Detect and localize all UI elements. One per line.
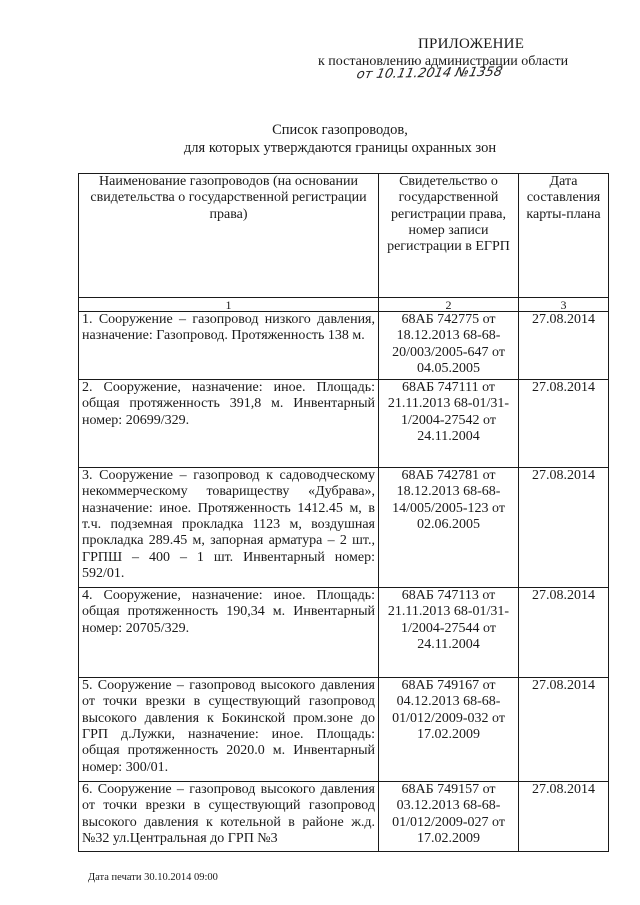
document-title-line-2: для которых утверждаются границы охранных зон	[183, 140, 497, 156]
map-plan-date: 27.08.2014	[519, 380, 609, 468]
column-number: 1	[79, 298, 379, 312]
map-plan-date: 27.08.2014	[519, 588, 609, 678]
appendix-title: ПРИЛОЖЕНИЕ	[418, 36, 525, 52]
map-plan-date: 27.08.2014	[519, 312, 609, 380]
pipeline-name: 1. Сооружение – газопровод низкого давления, назначение: Газопровод. Протяженность 138 м.	[79, 312, 379, 380]
document-title-line-1: Список газопроводов,	[272, 122, 408, 138]
registration-certificate: 68АБ 747111 от 21.11.2013 68-01/31-1/2004-27542 от 24.11.2004	[379, 380, 519, 468]
column-header-certificate: Свидетельство о государственной регистрации права, номер записи регистрации в ЕГРП	[379, 174, 519, 298]
map-plan-date: 27.08.2014	[519, 468, 609, 588]
pipeline-name: 3. Сооружение – газопровод к садоводческому некоммерческому товариществу «Дубрава», назначение: иное. Протяженность 1412.45 м, в т.ч. подземная прокладка 1123 м, воздушная прокладка 289.45 м, запорная арматура – 2 шт., ГРПШ – 400 – 1 шт. Инвентарный номер: 592/01.	[79, 468, 379, 588]
handwritten-reference: от 10.11.2014 №1358	[355, 64, 504, 83]
pipeline-name: 6. Сооружение – газопровод высокого давления от точки врезки в существующий газопровод высокого давления к котельной в районе ж.д. №32 ул.Центральная до ГРП №3	[79, 782, 379, 852]
registration-certificate: 68АБ 742781 от 18.12.2013 68-68-14/005/2005-123 от 02.06.2005	[379, 468, 519, 588]
column-header-date: Дата составления карты-плана	[519, 174, 609, 298]
table-row	[79, 312, 609, 380]
map-plan-date: 27.08.2014	[519, 678, 609, 782]
registration-certificate: 68АБ 749157 от 03.12.2013 68-68-01/012/2009-027 от 17.02.2009	[379, 782, 519, 852]
table-row	[79, 380, 609, 468]
appendix-subtitle: к постановлению администрации области	[318, 54, 569, 69]
column-header-name: Наименование газопроводов (на основании свидетельства о государственной регистрации права)	[79, 174, 379, 298]
table-row	[79, 678, 609, 782]
column-number: 2	[379, 298, 519, 312]
gas-pipelines-table	[78, 173, 609, 852]
registration-certificate: 68АБ 742775 от 18.12.2013 68-68-20/003/2005-647 от 04.05.2005	[379, 312, 519, 380]
print-date-footer: Дата печати 30.10.2014 09:00	[88, 872, 218, 883]
pipeline-name: 4. Сооружение, назначение: иное. Площадь: общая протяженность 190,34 м. Инвентарный номер: 20705/329.	[79, 588, 379, 678]
pipeline-name: 5. Сооружение – газопровод высокого давления от точки врезки в существующий газопровод высокого давления к Бокинской пром.зоне до ГРП д.Лужки, назначение: иное. Площадь: общая протяженность 2020.0 м. Инвентарный номер: 300/01.	[79, 678, 379, 782]
column-numbers-row	[79, 298, 609, 312]
table-header-row	[79, 174, 609, 298]
document-title	[140, 121, 540, 157]
pipeline-name: 2. Сооружение, назначение: иное. Площадь: общая протяженность 391,8 м. Инвентарный номер: 20699/329.	[79, 380, 379, 468]
map-plan-date: 27.08.2014	[519, 782, 609, 852]
table-row	[79, 782, 609, 852]
registration-certificate: 68АБ 749167 от 04.12.2013 68-68-01/012/2009-032 от 17.02.2009	[379, 678, 519, 782]
column-number: 3	[519, 298, 609, 312]
table-row	[79, 588, 609, 678]
table-row	[79, 468, 609, 588]
registration-certificate: 68АБ 747113 от 21.11.2013 68-01/31-1/2004-27544 от 24.11.2004	[379, 588, 519, 678]
